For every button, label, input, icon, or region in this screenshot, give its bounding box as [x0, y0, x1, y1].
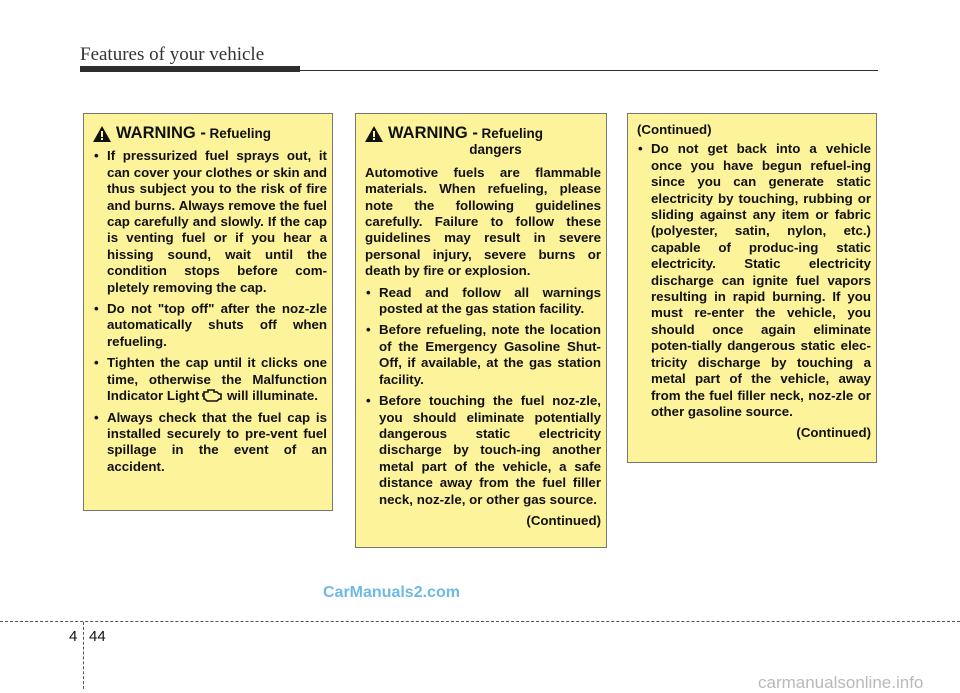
warning-box-continued — [627, 113, 877, 463]
warning-list — [637, 141, 871, 420]
list-item: • Always check that the fuel cap is installed securely to pre-vent fuel spillage in the event of an accident. — [93, 410, 327, 476]
continued-label: (Continued) — [526, 512, 601, 528]
footer-divider — [83, 622, 84, 689]
chapter-number: 4 — [69, 628, 78, 645]
list-item: • If pressurized fuel sprays out, it can cover your clothes or skin and thus subject you to the risk of fire and burns. Always remove the fuel cap carefully and slowly. If the cap is venting fuel or if you hear a hissing sound, wait until the condition stops before com-pletely removing the cap. — [93, 148, 327, 296]
warning-list — [365, 285, 601, 508]
header-bar — [80, 66, 300, 72]
warning-word: WARNING - — [388, 124, 478, 142]
warning-intro: Automotive fuels are flammable materials. When refueling, please note the following guidelines carefully. Failure to follow these guidelines may result in severe personal injury, severe burns or death by fire or explosion. — [365, 164, 601, 279]
header-rule — [300, 70, 878, 71]
continued-label-top: (Continued) — [637, 122, 712, 137]
list-item — [93, 355, 327, 404]
warning-word: WARNING - — [116, 124, 206, 142]
watermark-link[interactable]: CarManuals2.com — [323, 584, 460, 601]
warning-subject: Refueling — [209, 126, 272, 141]
warning-triangle-icon — [365, 126, 383, 142]
warning-box-refueling-dangers — [355, 113, 607, 548]
list-item: • Read and follow all warnings posted at the gas station facility. — [365, 285, 601, 318]
warning-subject-line2: dangers — [469, 142, 522, 158]
continued-label-bottom: (Continued) — [796, 425, 871, 441]
list-item-tail: will illuminate. — [227, 388, 318, 404]
footer-rule — [0, 621, 960, 622]
list-item: • Before refueling, note the location of the Emergency Gasoline Shut-Off, if available, at the gas station facility. — [365, 322, 601, 388]
warning-triangle-icon — [93, 126, 111, 142]
warning-heading — [93, 124, 327, 142]
warning-box-refueling — [83, 113, 333, 511]
watermark-site: carmanualsonline.info — [758, 673, 924, 692]
page-header-title: Features of your vehicle — [80, 44, 265, 65]
warning-subject: Refueling — [481, 126, 544, 141]
engine-check-icon — [201, 388, 223, 402]
list-item: • Do not get back into a vehicle once you have begun refuel-ing since you can generate static electricity by touching, rubbing or sliding against any item or fabric (polyester, satin, nylon, etc.) capable of produc-ing static electricity. Static electricity discharge can ignite fuel vapors resulting in rapid burning. If you must re-enter the vehicle, you should once again eliminate poten-tially dangerous static elec-tricity discharge by touching a metal part of the vehicle, away from the fuel filler neck, noz-zle or other gasoline source. — [637, 141, 871, 420]
warning-heading — [365, 124, 601, 159]
warning-list — [93, 148, 327, 475]
list-item-text: Tighten the cap until it clicks one time, otherwise the Malfunction Indicator Light — [107, 355, 327, 404]
list-item: • Do not "top off" after the noz-zle automatically shuts off when refueling. — [93, 301, 327, 350]
list-item: • Before touching the fuel noz-zle, you should eliminate potentially dangerous static electricity discharge by touch-ing another metal part of the vehicle, a safe distance away from the fuel filler neck, noz-zle, or other gas source. — [365, 393, 601, 508]
page-number: 44 — [89, 628, 106, 645]
